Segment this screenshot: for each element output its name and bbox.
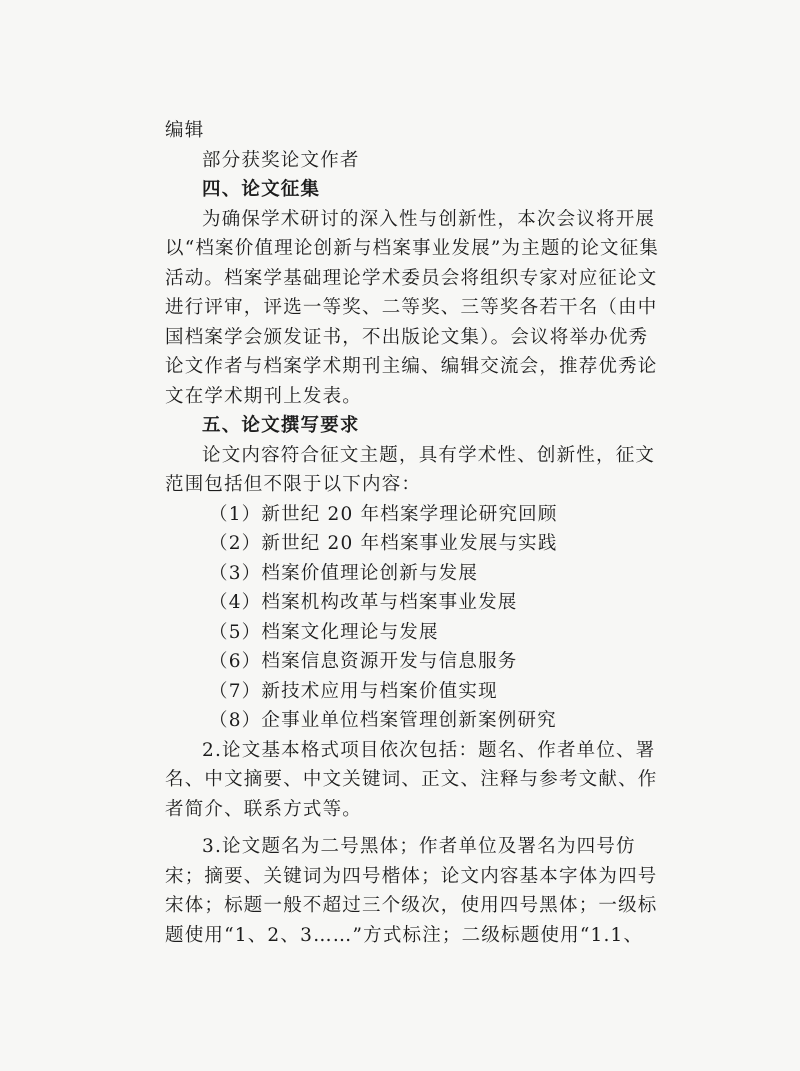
paragraph-font-requirements: 3.论文题名为二号黑体；作者单位及署名为四号仿宋；摘要、关键词为四号楷体；论文内容基本字体为四号宋体；标题一般不超过三个级次，使用四号黑体；一级标题使用“1、2、3……”方式标注；二级标题使用“1.1、 — [165, 836, 658, 946]
paragraph-format-items: 2.论文基本格式项目依次包括：题名、作者单位、署名、中文摘要、中文关键词、正文、注释与参考文献、作者简介、联系方式等。 — [165, 739, 658, 820]
list-item: （3）档案价值理论创新与发展 — [209, 562, 479, 584]
list-item: （4）档案机构改革与档案事业发展 — [209, 592, 518, 613]
paragraph-paper-call: 为确保学术研讨的深入性与创新性，本次会议将开展以“档案价值理论创新与档案事业发展”为主题的论文征集活动。档案学基础理论学术委员会将组织专家对应征论文进行评审，评选一等奖、二等奖、三等奖各若干名（由中国档案学会颁发证书，不出版论文集）。会议将举办优秀论文作者与档案学术期刊主编、编辑交流会，推荐优秀论文在学术期刊上发表。 — [165, 208, 660, 407]
text-line-award-authors: 部分获奖论文作者 — [202, 149, 360, 171]
paragraph-scope: 论文内容符合征文主题，具有学术性、创新性，征文范围包括但不限于以下内容： — [165, 444, 656, 495]
section-heading-writing-requirements: 五、论文撰写要求 — [202, 415, 360, 436]
list-item: （2）新世纪 20 年档案事业发展与实践 — [209, 533, 558, 554]
list-item: （7）新技术应用与档案价值实现 — [209, 680, 498, 702]
list-item: （1）新世纪 20 年档案学理论研究回顾 — [209, 503, 558, 525]
list-item: （6）档案信息资源开发与信息服务 — [209, 651, 518, 672]
list-item: （8）企事业单位档案管理创新案例研究 — [209, 710, 557, 731]
document-body — [165, 116, 665, 950]
list-item: （5）档案文化理论与发展 — [209, 621, 439, 643]
text-line-editor: 编辑 — [165, 120, 205, 141]
section-heading-paper-call: 四、论文征集 — [202, 179, 321, 200]
